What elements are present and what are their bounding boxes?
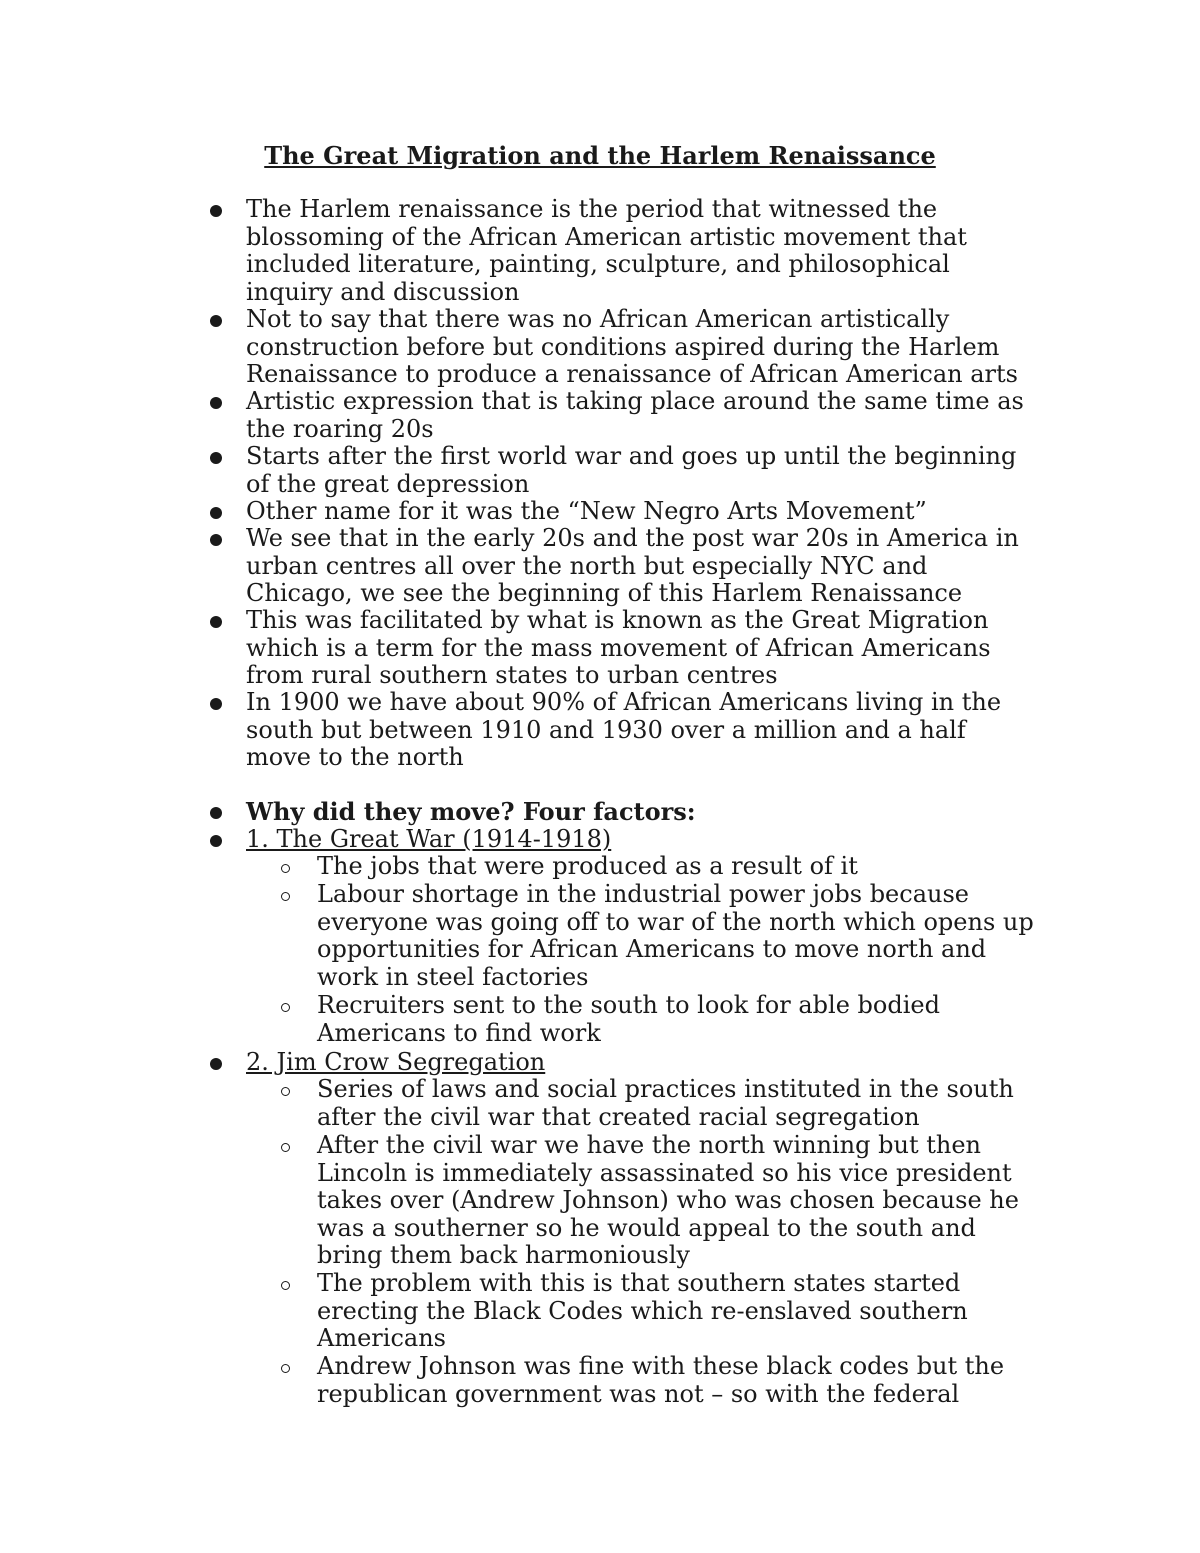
document-title: The Great Migration and the Harlem Renaissance <box>264 141 936 170</box>
sub-list-item <box>317 1353 1004 1408</box>
text-line: south but between 1910 and 1930 over a million and a half <box>246 715 966 744</box>
sub-list-item <box>317 1132 1019 1270</box>
text-line: Labour shortage in the industrial power jobs because <box>317 880 969 908</box>
sub-list-item <box>317 881 1034 991</box>
text-line: After the civil war we have the north winning but then <box>317 1131 981 1159</box>
text-line: Chicago, we see the beginning of this Harlem Renaissance <box>246 579 963 607</box>
bullet-icon <box>210 315 222 327</box>
text-line: included literature, painting, sculpture, and philosophical <box>246 250 950 278</box>
text-line: erecting the Black Codes which re-enslaved southern <box>317 1296 968 1325</box>
list-item <box>246 498 927 526</box>
list-item <box>246 306 1018 389</box>
text-line: Lincoln is immediately assassinated so his vice president <box>317 1158 1012 1187</box>
factors-heading: Why did they move? Four factors: <box>246 797 696 826</box>
text-line: which is a term for the mass movement of African Americans <box>246 633 991 662</box>
bullet-icon <box>210 616 222 628</box>
text-line: move to the north <box>246 743 464 771</box>
sub-list-item <box>317 992 940 1047</box>
text-line: Americans <box>317 1324 446 1352</box>
circle-bullet-icon <box>281 892 290 901</box>
text-line: was a southerner so he would appeal to the south and <box>317 1213 976 1242</box>
text-line: Not to say that there was no African American artistically <box>246 305 950 333</box>
text-line: republican government was not – so with the federal <box>317 1379 960 1408</box>
bullet-icon <box>210 452 222 464</box>
text-line: The Harlem renaissance is the period that witnessed the <box>246 195 938 223</box>
text-line: of the great depression <box>246 469 530 498</box>
text-line: takes over (Andrew Johnson) who was chosen because he <box>317 1186 1019 1214</box>
text-line: everyone was going off to war of the north which opens up <box>317 907 1034 936</box>
bullet-icon <box>210 835 222 847</box>
text-line: construction before but conditions aspired during the Harlem <box>246 332 1000 361</box>
text-line: blossoming of the African American artistic movement that <box>246 222 967 251</box>
text-line: The problem with this is that southern states started <box>317 1269 961 1297</box>
text-line: The jobs that were produced as a result of it <box>317 852 858 880</box>
text-line: opportunities for African Americans to move north and <box>317 935 987 963</box>
text-line: We see that in the early 20s and the post war 20s in America in <box>246 524 1019 552</box>
text-line: Starts after the first world war and goes up until the beginning <box>246 442 1017 470</box>
list-item <box>246 196 967 306</box>
bullet-icon <box>210 397 222 409</box>
sub-list-item <box>317 1076 1014 1131</box>
circle-bullet-icon <box>281 1364 290 1373</box>
text-line: Renaissance to produce a renaissance of African American arts <box>246 360 1018 388</box>
factor-2-heading: 2. Jim Crow Segregation <box>246 1048 546 1076</box>
text-line: Other name for it was the “New Negro Arts Movement” <box>246 497 927 525</box>
text-line: Andrew Johnson was fine with these black codes but the <box>317 1352 1005 1380</box>
circle-bullet-icon <box>281 1281 290 1290</box>
text-line: Americans to find work <box>317 1018 601 1047</box>
bullet-icon <box>210 534 222 546</box>
sub-list-item <box>317 1270 968 1353</box>
text-line: work in steel factories <box>317 962 589 991</box>
list-item <box>246 607 991 690</box>
bullet-icon <box>210 1058 222 1070</box>
bullet-icon <box>210 807 222 819</box>
circle-bullet-icon <box>281 1087 290 1096</box>
list-item <box>246 525 1019 608</box>
text-line: bring them back harmoniously <box>317 1241 690 1269</box>
text-line: This was facilitated by what is known as the Great Migration <box>246 606 989 634</box>
bullet-icon <box>210 698 222 710</box>
circle-bullet-icon <box>281 1143 290 1152</box>
circle-bullet-icon <box>281 864 290 873</box>
text-line: Series of laws and social practices instituted in the south <box>317 1075 1014 1103</box>
bullet-icon <box>210 507 222 519</box>
text-line: Artistic expression that is taking place around the same time as <box>246 387 1024 415</box>
factor-1-heading: 1. The Great War (1914-1918) <box>246 825 612 853</box>
text-line: after the civil war that created racial segregation <box>317 1102 920 1131</box>
list-item <box>246 689 1001 772</box>
circle-bullet-icon <box>281 1003 290 1012</box>
text-line: from rural southern states to urban centres <box>246 661 778 689</box>
text-line: the roaring 20s <box>246 414 434 443</box>
text-line: Recruiters sent to the south to look for able bodied <box>317 991 940 1019</box>
list-item <box>246 388 1024 443</box>
sub-list-item <box>317 853 858 881</box>
list-item <box>246 443 1016 498</box>
text-line: In 1900 we have about 90% of African Americans living in the <box>246 688 1002 716</box>
text-line: inquiry and discussion <box>246 277 520 306</box>
text-line: urban centres all over the north but especially NYC and <box>246 551 928 580</box>
bullet-icon <box>210 205 222 217</box>
